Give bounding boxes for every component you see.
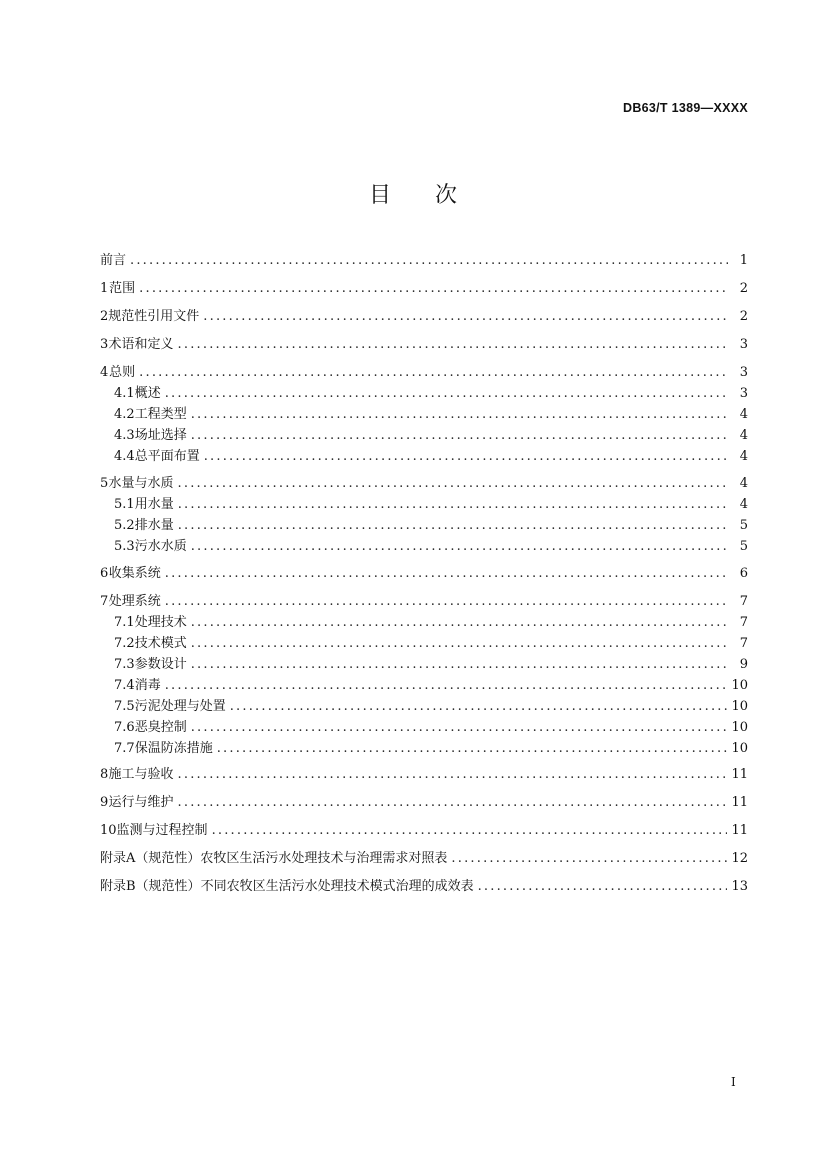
toc-number: 7.1 — [114, 615, 135, 630]
toc-page-number: 6 — [739, 566, 748, 581]
toc-number: 7.5 — [114, 699, 135, 714]
toc-page-number: 4 — [739, 449, 748, 464]
toc-label: 施工与验收 — [108, 767, 174, 782]
toc-entry-6[interactable] — [100, 565, 748, 583]
toc-number: 7 — [100, 594, 109, 609]
toc-number: 6 — [100, 566, 109, 581]
toc-page-number: 7 — [739, 636, 748, 651]
toc-entry-5-3[interactable] — [114, 538, 748, 556]
toc-label: 污水水质 — [134, 539, 187, 554]
toc-page-number: 3 — [739, 386, 748, 401]
toc-number: 4.1 — [114, 386, 135, 401]
toc-entry-5[interactable] — [100, 475, 748, 493]
toc-label: 处理技术 — [134, 615, 187, 630]
toc-number: 7.2 — [114, 636, 135, 651]
toc-page-number: 11 — [731, 767, 748, 782]
toc-page-number: 12 — [731, 851, 748, 866]
toc-entry-4-1[interactable] — [114, 385, 748, 403]
toc-entry-7-1[interactable] — [114, 614, 748, 632]
toc-label: 处理系统 — [108, 594, 161, 609]
toc-page-number: 10 — [731, 699, 748, 714]
toc-entry-8[interactable] — [100, 766, 748, 784]
toc-entry-2[interactable] — [100, 308, 748, 326]
toc-label: 参数设计 — [134, 657, 187, 672]
toc-entry-7-7[interactable] — [114, 740, 748, 758]
toc-page-number: 4 — [739, 428, 748, 443]
toc-label: 工程类型 — [134, 407, 187, 422]
toc-number: 3 — [100, 337, 109, 352]
document-id: DB63/T 1389—XXXX — [623, 101, 748, 115]
toc-number: 5.1 — [114, 497, 135, 512]
toc-label: 术语和定义 — [108, 337, 174, 352]
toc-entry-4-2[interactable] — [114, 406, 748, 424]
toc-label: 规范性引用文件 — [108, 309, 200, 324]
toc-label: 前言 — [100, 253, 127, 268]
toc-label: 保温防冻措施 — [134, 741, 213, 756]
toc-page-number: 11 — [731, 795, 748, 810]
toc-label: 恶臭控制 — [134, 720, 187, 735]
toc-number: 7.4 — [114, 678, 135, 693]
toc-entry-9[interactable] — [100, 794, 748, 812]
toc-number: 4.3 — [114, 428, 135, 443]
toc-number: 10 — [100, 823, 117, 838]
toc-label: 排水量 — [134, 518, 174, 533]
toc-label: 水量与水质 — [108, 476, 174, 491]
toc-label: 污泥处理与处置 — [134, 699, 226, 714]
toc-entry-preface[interactable] — [100, 252, 748, 270]
toc-label: 总平面布置 — [134, 449, 200, 464]
toc-page-number: 4 — [739, 476, 748, 491]
toc-page-number: 4 — [739, 407, 748, 422]
toc-label: 收集系统 — [108, 566, 161, 581]
toc-page-number: 7 — [739, 615, 748, 630]
toc-label: 不同农牧区生活污水处理技术模式治理的成效表 — [200, 879, 474, 894]
toc-appendix-tag: 附录B（规范性） — [100, 879, 201, 894]
toc-label: 范围 — [109, 281, 136, 296]
toc-number: 2 — [100, 309, 109, 324]
toc-entry-4-4[interactable] — [114, 448, 748, 466]
toc-page-number: 4 — [739, 497, 748, 512]
toc-page-number: 5 — [739, 539, 748, 554]
page-title — [0, 178, 826, 209]
toc-entry-7[interactable] — [100, 593, 748, 611]
toc-page-number: 10 — [731, 678, 748, 693]
toc-entry-7-4[interactable] — [114, 677, 748, 695]
toc-number: 4.2 — [114, 407, 135, 422]
toc-number: 8 — [100, 767, 109, 782]
toc-label: 消毒 — [134, 678, 161, 693]
toc-page-number: 2 — [739, 309, 748, 324]
toc-entry-7-2[interactable] — [114, 635, 748, 653]
toc-page-number: 7 — [739, 594, 748, 609]
toc-label: 监测与过程控制 — [116, 823, 208, 838]
toc-page-number: 1 — [739, 253, 748, 268]
toc-page-number: 10 — [731, 720, 748, 735]
toc-entry-appendix-a[interactable] — [100, 850, 748, 868]
toc-number: 5 — [100, 476, 109, 491]
toc-entry-7-5[interactable] — [114, 698, 748, 716]
toc-label: 场址选择 — [134, 428, 187, 443]
title-char-2: 次 — [435, 183, 458, 208]
toc-entry-4[interactable] — [100, 364, 748, 382]
toc-label: 农牧区生活污水处理技术与治理需求对照表 — [200, 851, 448, 866]
toc-number: 7.3 — [114, 657, 135, 672]
toc-page-number: 3 — [739, 365, 748, 380]
toc-entry-3[interactable] — [100, 336, 748, 354]
toc-number: 4.4 — [114, 449, 135, 464]
toc-entry-10[interactable] — [100, 822, 748, 840]
toc-label: 总则 — [109, 365, 136, 380]
toc-label: 用水量 — [134, 497, 174, 512]
toc-number: 1 — [100, 281, 109, 296]
toc-entry-7-3[interactable] — [114, 656, 748, 674]
toc-page-number: 9 — [739, 657, 748, 672]
toc-page-number: 2 — [739, 281, 748, 296]
toc-page-number: 3 — [739, 337, 748, 352]
toc-entry-4-3[interactable] — [114, 427, 748, 445]
toc-number: 5.2 — [114, 518, 135, 533]
toc-number: 7.6 — [114, 720, 135, 735]
toc-number: 9 — [100, 795, 109, 810]
toc-number: 7.7 — [114, 741, 135, 756]
toc-appendix-tag: 附录A（规范性） — [100, 851, 201, 866]
footer-page-number: I — [731, 1075, 736, 1089]
toc-entry-5-2[interactable] — [114, 517, 748, 535]
toc-label: 概述 — [134, 386, 161, 401]
toc-page-number: 13 — [731, 879, 748, 894]
toc-page-number: 10 — [731, 741, 748, 756]
toc-page-number: 11 — [731, 823, 748, 838]
toc-label: 技术模式 — [134, 636, 187, 651]
toc-entry-5-1[interactable] — [114, 496, 748, 514]
title-char-1: 目 — [368, 183, 391, 208]
toc-entry-1[interactable] — [100, 280, 748, 298]
toc-label: 运行与维护 — [108, 795, 174, 810]
toc-entry-appendix-b[interactable] — [100, 878, 748, 896]
toc-page-number: 5 — [739, 518, 748, 533]
toc-entry-7-6[interactable] — [114, 719, 748, 737]
toc-number: 4 — [100, 365, 109, 380]
toc-number: 5.3 — [114, 539, 135, 554]
